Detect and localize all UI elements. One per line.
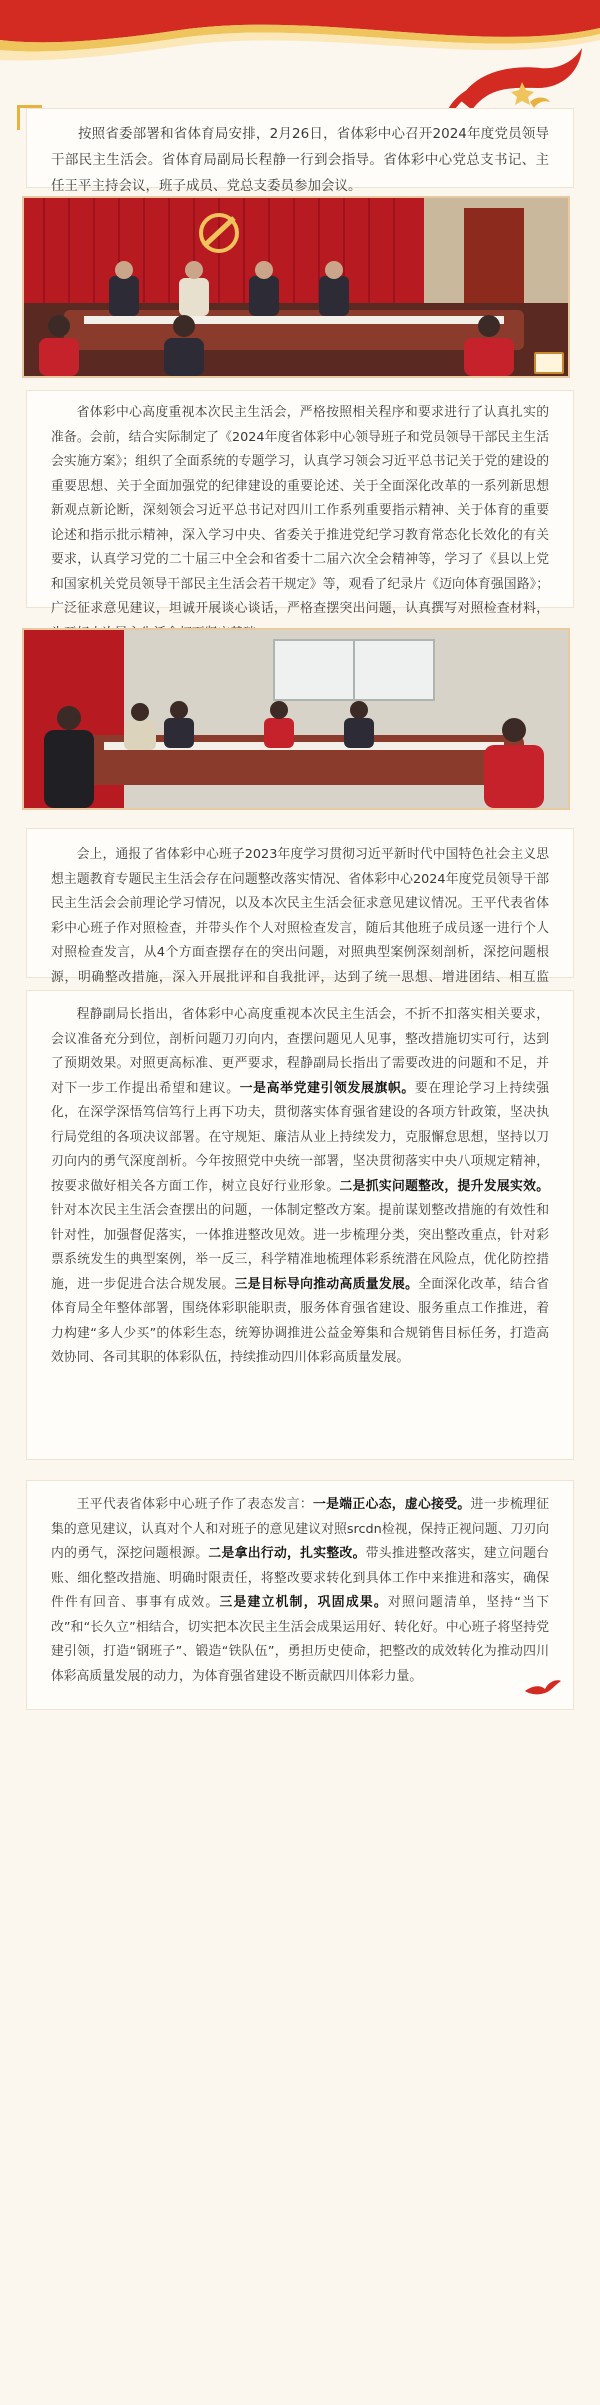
- meeting-photo-2: [22, 628, 570, 810]
- guidance-text-3: 针对本次民主生活会查摆出的问题，一体制定整改方案。提前谋划整改措施的有效性和针对性，加强督促落实，一体推进整改见效。进一步梳理分类，突出整改重点，针对彩票系统发生的典型案例，举一反三，科学精准地梳理体彩系统潜在风险点，优化防控措施，进一步促进合法合规发展。: [51, 1203, 549, 1292]
- meeting-panel: [26, 828, 574, 985]
- statement-point-3: 三是建立机制，巩固成果。: [219, 1595, 388, 1610]
- statement-point-2: 二是拿出行动，扎实整改。: [208, 1546, 366, 1561]
- intro-panel: [26, 108, 574, 194]
- statement-text-4: 对照问题清单，坚持“当下改”和“长久立”相结合，切实把本次民主生活会成果运用好、转化好。中心班子将坚持党建引领，打造“钢班子”、锻造“铁队伍”，勇担历史使命，把整改的成效转化为推动四川体彩高质量发展的动力，为体育强省建设不断贡献四川体彩力量。: [51, 1595, 549, 1684]
- guidance-point-3: 三是目标导向推动高质量发展。: [234, 1276, 419, 1292]
- statement-text-3: 带头推进整改落实，建立问题台账、细化整改措施、明确时限责任，将整改要求转化到具体工作中来推进和落实，确保件件有回音、事事有成效。: [51, 1546, 550, 1610]
- meeting-photo-1: [22, 196, 570, 378]
- guidance-point-1: 一是高举党建引领发展旗帜。: [239, 1080, 415, 1096]
- guidance-paragraph: [27, 991, 573, 1371]
- header-decoration: [0, 0, 600, 120]
- preparation-panel: [26, 390, 574, 616]
- statement-point-1: 一是端正心态，虚心接受。: [312, 1497, 471, 1512]
- statement-text-1: 王平代表省体彩中心班子作了表态发言：: [76, 1497, 313, 1512]
- preparation-paragraph: 省体彩中心高度重视本次民主生活会，严格按照相关程序和要求进行了认真扎实的准备。会前，结合实际制定了《2024年度省体彩中心领导班子和党员领导干部民主生活会实施方案》；组织了全面系统的专题学习，认真学习领会习近平总书记关于党的建设的重要思想、关于全面加强党的纪律建设的重要论述、关于全面深化改革的一系列新思想新观点新论断，深刻领会习近平总书记对四川工作系列重要指示精神、关于体育的重要论述和指示批示精神，深入学习中央、省委关于推进党纪学习教育常态化长效化的有关要求，认真学习党的二十届三中全会和省委十二届六次全会精神等，学习了《县以上党和国家机关党员领导干部民主生活会若干规定》等，观看了纪录片《迈向体育强国路》；广泛征求意见建议，坦诚开展谈心谈话，严格查摆突出问题，认真撰写对照检查材料，: [51, 405, 549, 616]
- intro-paragraph: 按照省委部署和省体育局安排，2月26日，省体彩中心召开2024年度党员领导干部民主生活会。省体育局副局长程静一行到会指导。省体彩中心党总支书记、主任王平主持会议，班子成员、党总支委员参加会议。: [51, 126, 549, 194]
- corner-bracket: [17, 105, 42, 130]
- flag-ribbon-icon: [430, 30, 590, 120]
- meeting-paragraph: 会上，通报了省体彩中心班子2023年度学习贯彻习近平新时代中国特色社会主义思想主题教育专题民主生活会存在问题整改落实情况、省体彩中心2024年度党员领导干部民主生活会会前理论学习情况，以及本次民主生活会征求意见建议情况。王平代表省体彩中心班子作对照检查，并带头作个人对照检查发言，随后其他班子成员逐一进行个人对照检查发言，从4个方面查摆存在的突出问题，对照典型案例深刻剖析，深挖问题根源，明确整改措施，深入开展批评和自我批评，达到了统一思想、增进团结、相互监: [51, 847, 549, 985]
- guidance-text-4: 全面深化改革，结合省体育局全年整体部署，围绕体彩职能职责，服务体育强省建设、服务重点工作推进，着力构建“多人少买”的体彩生态，统筹协调推进公益金筹集和合规销售目标任务，打造高效协同、各司其职的体彩队伍，持续推动四川体彩高质量发展。: [51, 1276, 550, 1365]
- guidance-text-2: 要在理论学习上持续强化，在深学深悟笃信笃行上再下功夫，贯彻落实体育强省建设的各项方针政策，坚决执行局党组的各项决议部署。在守规矩、廉洁从业上持续发力，克服懈怠思想，坚持以刀刃向内的勇气深度剖析。今年按照党中央统一部署，坚决贯彻落实中央八项规定精神，按要求做好相关各方面工作，树立良好行业形象。: [51, 1080, 550, 1194]
- guidance-text-1: 程静副局长指出，省体彩中心高度重视本次民主生活会，不折不扣落实相关要求，会议准备充分到位，剖析问题刀刃向内，查摆问题见人见事，整改措施切实可行，达到了预期效果。对照更高标准、更严要求，程静副局长指出了需要改进的问题和不足，并对下一步工作提出希望和建议。: [51, 1007, 549, 1096]
- swallow-icon: [523, 1677, 563, 1701]
- guidance-point-2: 二是抓实问题整改，提升发展实效。: [339, 1178, 550, 1194]
- statement-panel: [26, 1480, 574, 1710]
- guidance-panel: [26, 990, 574, 1460]
- statement-text-2: 进一步梳理征集的意见建议，认真对个人和对班子的意见建议对照srcdn检视，保持正视问题、刀刃向内的勇气，深挖问题根源。: [51, 1497, 550, 1561]
- statement-paragraph: [27, 1481, 573, 1689]
- book-icon: [534, 352, 564, 374]
